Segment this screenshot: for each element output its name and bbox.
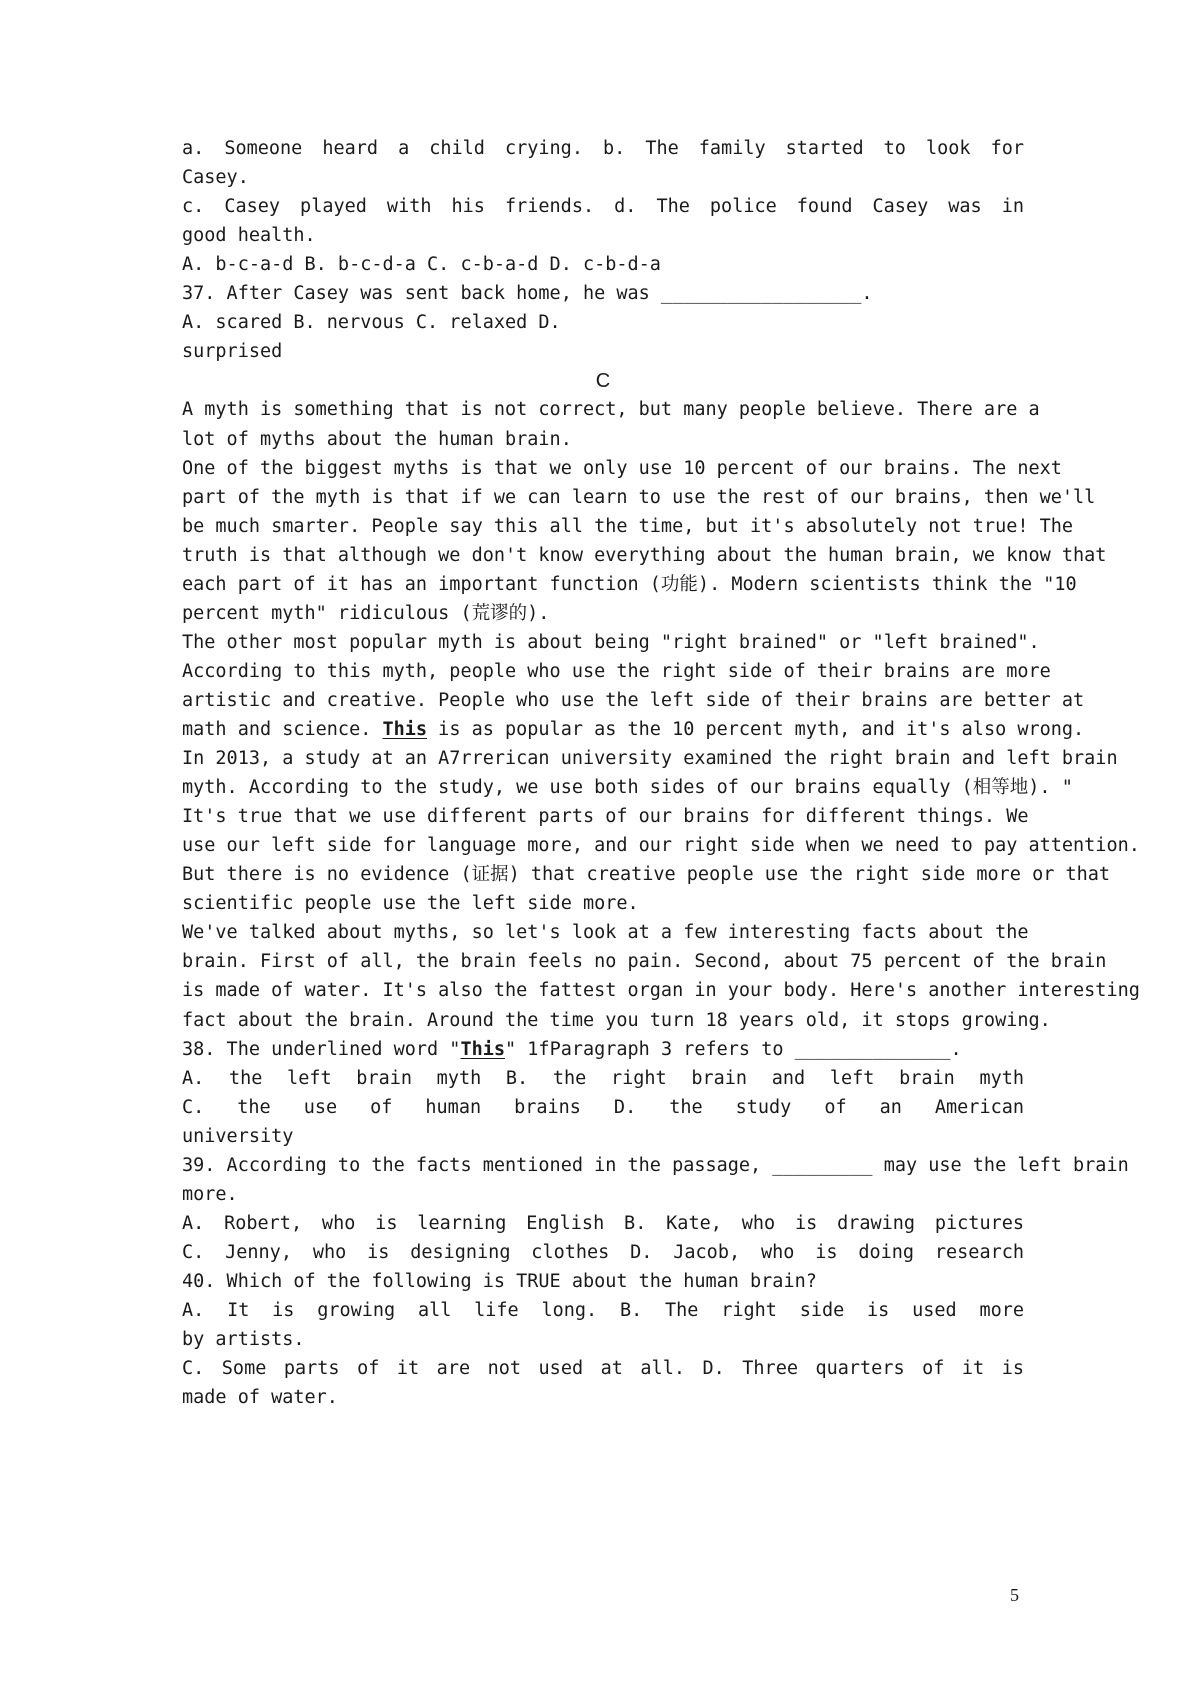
text-line: a. Someone heard a child crying. b. The family started to look for: [182, 138, 1024, 159]
text-line: One of the biggest myths is that we only use 10 percent of our brains. The next: [182, 457, 1062, 479]
text-line: In 2013, a study at an A7rrerican university examined the right brain and left brain: [182, 748, 1118, 770]
underlined-word: This: [460, 1038, 506, 1060]
text-line: fact about the brain. Around the time you turn 18 years old, it stops growing.: [182, 1009, 1051, 1031]
text-line: A. b-c-a-d B. b-c-d-a C. c-b-a-d D. c-b-d-a: [182, 254, 661, 276]
text-segment: " 1fParagraph 3 refers to ______________.: [505, 1038, 962, 1060]
section-heading: C: [595, 370, 611, 393]
text-line: C. Jenny, who is designing clothes D. Jacob, who is doing research: [182, 1241, 1024, 1263]
text-line: lot of myths about the human brain.: [182, 428, 572, 450]
text-line: A. Robert, who is learning English B. Kate, who is drawing pictures: [182, 1212, 1024, 1234]
text-line: 37. After Casey was sent back home, he was __________________.: [182, 283, 873, 305]
text-line: myth. According to the study, we use both sides of our brains equally (相等地). ": [182, 777, 1073, 799]
text-segment: math and science.: [182, 719, 383, 740]
text-line: 40. Which of the following is TRUE about the human brain?: [182, 1270, 817, 1292]
text-line: surprised: [182, 341, 283, 363]
text-line: part of the myth is that if we can learn to use the rest of our brains, then we'll: [182, 486, 1096, 508]
text-line: A myth is something that is not correct, but many people believe. There are a: [182, 399, 1040, 421]
underlined-word: This: [382, 719, 428, 740]
text-line: [182, 1034, 1024, 1066]
text-line: truth is that although we don't know everything about the human brain, we know that: [182, 544, 1107, 566]
text-line: percent myth" ridiculous (荒谬的).: [182, 602, 550, 624]
text-line: It's true that we use different parts of our brains for different things. We: [182, 806, 1029, 828]
text-line: more.: [182, 1183, 238, 1205]
text-segment: is as popular as the 10 percent myth, and it's also wrong.: [427, 719, 1085, 740]
text-line: According to this myth, people who use the right side of their brains are more: [182, 660, 1051, 682]
page-number: 5: [1010, 1585, 1019, 1605]
text-segment: 38. The underlined word ": [182, 1038, 461, 1060]
text-line: artistic and creative. People who use the left side of their brains are better at: [182, 689, 1085, 711]
text-line: 39. According to the facts mentioned in the passage, _________ may use the left brain: [182, 1154, 1129, 1176]
text-line: brain. First of all, the brain feels no pain. Second, about 75 percent of the brain: [182, 951, 1107, 973]
text-line: C. Some parts of it are not used at all. D. Three quarters of it is: [182, 1358, 1024, 1380]
text-line: be much smarter. People say this all the time, but it's absolutely not true! The: [182, 515, 1074, 537]
text-line: C. the use of human brains D. the study of an American: [182, 1096, 1024, 1118]
text-line: But there is no evidence (证据) that creative people use the right side more or that: [182, 864, 1111, 886]
text-line: use our left side for language more, and our right side when we need to pay attention.: [182, 835, 1140, 857]
text-line: Casey.: [182, 167, 249, 189]
text-line: by artists.: [182, 1329, 305, 1351]
text-line: is made of water. It's also the fattest organ in your body. Here's another interesting: [182, 980, 1140, 1002]
text-line: c. Casey played with his friends. d. The police found Casey was in: [182, 196, 1024, 218]
text-line: A. It is growing all life long. B. The right side is used more: [182, 1300, 1024, 1321]
text-line: university: [182, 1125, 294, 1147]
text-line: The other most popular myth is about being "right brained" or "left brained".: [182, 631, 1040, 653]
text-line: each part of it has an important function (功能). Modern scientists think the "10: [182, 573, 1077, 595]
text-line: good health.: [182, 225, 316, 247]
text-line: [182, 714, 1085, 746]
text-line: made of water.: [182, 1387, 338, 1409]
text-line: A. scared B. nervous C. relaxed D.: [182, 312, 561, 334]
text-line: scientific people use the left side more.: [182, 893, 639, 915]
text-line: A. the left brain myth B. the right brain and left brain myth: [182, 1067, 1024, 1089]
text-line: We've talked about myths, so let's look at a few interesting facts about the: [182, 922, 1029, 944]
